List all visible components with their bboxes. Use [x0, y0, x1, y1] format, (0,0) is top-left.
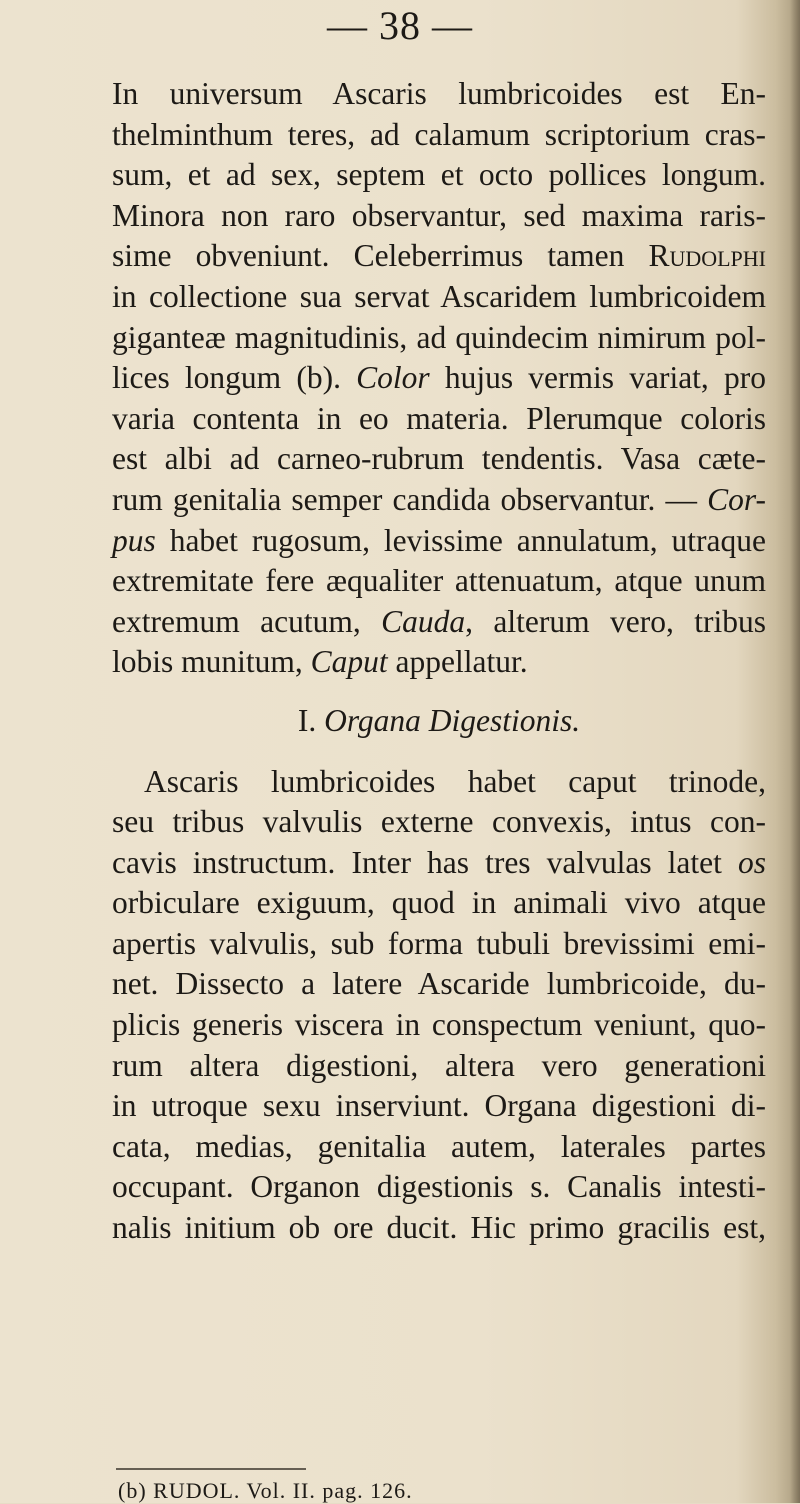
body-text: [112, 74, 766, 1249]
line-text: seu tribus valvulis externe convexis, intus con-: [112, 804, 766, 840]
line-text: rum altera digestioni, altera vero generationi: [112, 1047, 766, 1083]
text-line: [112, 964, 766, 1005]
text-line: [112, 924, 766, 965]
italic-term: Color: [356, 360, 430, 396]
text-line: [112, 439, 766, 480]
text-line: [112, 196, 766, 237]
line-text: giganteæ magnitudinis, ad quindecim nimirum pol-: [112, 319, 766, 355]
text-line: [112, 74, 766, 115]
line-text: est albi ad carneo-rubrum tendentis. Vasa cæte-: [112, 441, 766, 477]
text-line: [112, 1167, 766, 1208]
text-line: [112, 642, 766, 683]
text-line: [112, 1046, 766, 1087]
italic-term: Caput: [310, 644, 388, 680]
text-line: [112, 1127, 766, 1168]
line-text: extremitate fere æqualiter attenuatum, atque unum: [112, 563, 766, 599]
line-text: in collectione sua servat Ascaridem lumbricoidem: [112, 278, 766, 314]
paragraph-1: [112, 74, 766, 683]
author-name: Rudolphi: [648, 238, 766, 274]
line-text: cata, medias, genitalia autem, laterales partes: [112, 1128, 766, 1164]
footnote: (b) RUDOL. Vol. II. pag. 126.: [118, 1478, 413, 1503]
line-text: sum, et ad sex, septem et octo pollices longum.: [112, 157, 766, 193]
text-line: [112, 802, 766, 843]
line-text: lobis munitum,: [112, 644, 311, 680]
text-line: [112, 843, 766, 884]
page-edge-shadow: [790, 0, 800, 1503]
text-line: [112, 480, 766, 521]
line-text: extremum acutum,: [112, 603, 382, 639]
line-text: Minora non raro observantur, sed maxima raris-: [112, 197, 766, 233]
line-text: cavis instructum. Inter has tres valvulas latet: [112, 844, 738, 880]
text-line: [112, 277, 766, 318]
line-text: occupant. Organon digestionis s. Canalis intesti-: [112, 1169, 766, 1205]
italic-term: Cauda: [381, 603, 466, 639]
text-line: [112, 883, 766, 924]
heading-number: I.: [297, 702, 317, 738]
italic-term: os: [737, 844, 766, 880]
text-line: [112, 1005, 766, 1046]
line-text: lices longum (b).: [112, 360, 357, 396]
line-text: thelminthum teres, ad calamum scriptorium cras-: [112, 116, 766, 152]
text-line: [112, 115, 766, 156]
line-text: appellatur.: [387, 644, 528, 680]
italic-term: Cor-: [707, 481, 766, 517]
text-line: [112, 561, 766, 602]
footnote-rule: [116, 1468, 306, 1470]
line-text: Ascaris lumbricoides habet caput trinode,: [144, 763, 766, 799]
line-text: net. Dissecto a latere Ascaride lumbricoide, du-: [112, 966, 766, 1002]
text-line: [112, 236, 766, 277]
paragraph-2: [112, 762, 766, 1249]
text-line: [112, 155, 766, 196]
line-text: , alterum vero, tribus: [465, 603, 766, 639]
text-line: [112, 521, 766, 562]
text-line: [112, 602, 766, 643]
line-text: plicis generis viscera in conspectum veniunt, quo-: [112, 1007, 766, 1043]
text-line: [112, 1086, 766, 1127]
text-line: [112, 318, 766, 359]
page-number: — 38 —: [327, 3, 473, 48]
text-line: [112, 358, 766, 399]
line-text: orbiculare exiguum, quod in animali vivo atque: [112, 885, 766, 921]
text-line: [112, 762, 766, 803]
line-text: habet rugosum, levissime annulatum, utraque: [155, 522, 766, 558]
line-text: hujus vermis variat, pro: [429, 360, 766, 396]
section-heading: [112, 683, 766, 762]
line-text: apertis valvulis, sub forma tubuli brevissimi emi-: [112, 925, 766, 961]
line-text: In universum Ascaris lumbricoides est En-: [112, 76, 766, 111]
italic-term: pus: [112, 522, 156, 558]
text-line: [112, 1208, 766, 1249]
line-text: rum genitalia semper candida observantur. —: [112, 481, 708, 517]
line-text: sime obveniunt. Celeberrimus tamen: [112, 238, 649, 274]
line-text: in utroque sexu inserviunt. Organa digestioni di-: [112, 1088, 766, 1124]
text-line: [112, 399, 766, 440]
line-text: nalis initium ob ore ducit. Hic primo gracilis est,: [112, 1210, 766, 1246]
heading-title: Organa Digestionis.: [324, 702, 581, 738]
line-text: varia contenta in eo materia. Plerumque coloris: [112, 400, 766, 436]
